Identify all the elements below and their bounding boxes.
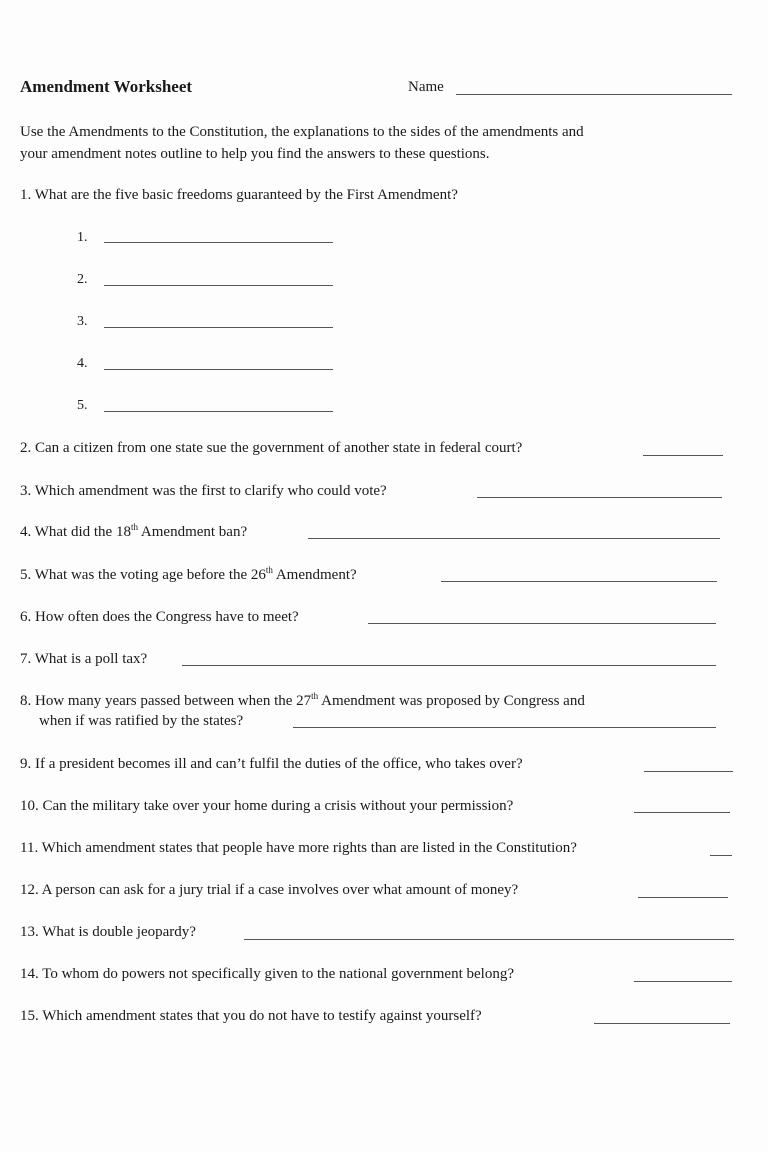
question-14: 14. To whom do powers not specifically given to the national government belong?: [20, 966, 514, 982]
question-11: 11. Which amendment states that people have more rights than are listed in the Constitution?: [20, 840, 577, 856]
answer-line-12[interactable]: [638, 897, 728, 898]
instructions: [20, 121, 750, 165]
instructions-line-1: Use the Amendments to the Constitution, the explanations to the sides of the amendments and: [20, 124, 584, 140]
question-8-sup: th: [311, 691, 319, 701]
question-5-text-a: 5. What was the voting age before the 26: [20, 567, 266, 583]
name-answer-line[interactable]: [456, 94, 732, 95]
question-5-sup: th: [265, 565, 273, 575]
page-title: Amendment Worksheet: [20, 77, 193, 96]
answer-line-11[interactable]: [710, 855, 732, 856]
answer-line-6[interactable]: [368, 623, 716, 624]
question-15: 15. Which amendment states that you do not have to testify against yourself?: [20, 1008, 482, 1024]
freedom-item-4-label: 4.: [77, 356, 88, 371]
answer-line-7[interactable]: [182, 665, 716, 666]
question-9: 9. If a president becomes ill and can’t fulfil the duties of the office, who takes over?: [20, 756, 523, 772]
question-10: 10. Can the military take over your home during a crisis without your permission?: [20, 798, 514, 814]
answer-line-2[interactable]: [643, 455, 723, 456]
question-7: 7. What is a poll tax?: [20, 651, 148, 667]
answer-line-5[interactable]: [441, 581, 717, 582]
answer-line-10[interactable]: [634, 812, 730, 813]
question-12: 12. A person can ask for a jury trial if a case involves over what amount of money?: [20, 882, 519, 898]
question-8: [20, 693, 585, 710]
freedom-item-2-label: 2.: [77, 272, 88, 287]
question-13: 13. What is double jeopardy?: [20, 924, 196, 940]
freedom-item-1-line[interactable]: [104, 242, 333, 243]
instructions-line-2: your amendment notes outline to help you find the answers to these questions.: [20, 146, 490, 162]
freedom-item-3-label: 3.: [77, 314, 88, 329]
answer-line-9[interactable]: [644, 771, 733, 772]
answer-line-4[interactable]: [308, 538, 720, 539]
question-4-text-a: 4. What did the 18: [20, 524, 131, 540]
question-8-text-b: Amendment was proposed by Congress and: [318, 693, 585, 709]
freedom-item-5-label: 5.: [77, 398, 88, 413]
freedom-item-1-label: 1.: [77, 230, 88, 245]
answer-line-8[interactable]: [293, 727, 716, 728]
question-8-line-2: when if was ratified by the states?: [39, 713, 244, 729]
freedom-item-3-line[interactable]: [104, 327, 333, 328]
question-1: 1. What are the five basic freedoms guaranteed by the First Amendment?: [20, 187, 458, 203]
question-4: [20, 524, 247, 541]
question-5: [20, 567, 357, 584]
question-4-text-b: Amendment ban?: [137, 524, 248, 540]
answer-line-13[interactable]: [244, 939, 734, 940]
freedom-item-5-line[interactable]: [104, 411, 333, 412]
question-6: 6. How often does the Congress have to meet?: [20, 609, 299, 625]
answer-line-3[interactable]: [477, 497, 722, 498]
freedom-item-2-line[interactable]: [104, 285, 333, 286]
freedom-item-4-line[interactable]: [104, 369, 333, 370]
answer-line-15[interactable]: [594, 1023, 730, 1024]
question-5-text-b: Amendment?: [272, 567, 357, 583]
question-8-text-a: 8. How many years passed between when the 27: [20, 693, 312, 709]
question-3: 3. Which amendment was the first to clarify who could vote?: [20, 483, 387, 499]
question-2: 2. Can a citizen from one state sue the government of another state in federal court?: [20, 440, 523, 456]
answer-line-14[interactable]: [634, 981, 732, 982]
question-4-sup: th: [130, 522, 138, 532]
name-label: Name: [408, 79, 444, 95]
